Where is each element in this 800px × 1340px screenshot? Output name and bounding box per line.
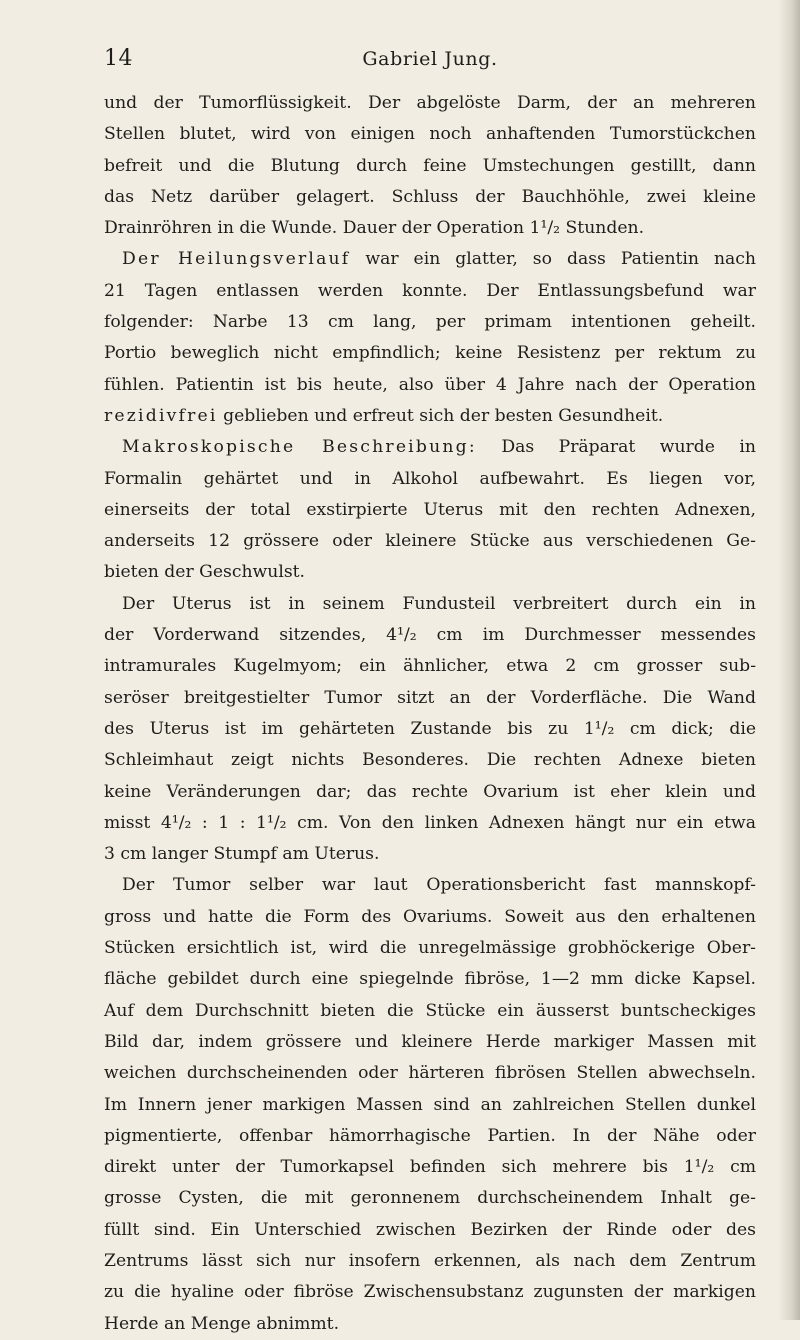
- spaced-emphasis: rezidivfrei: [104, 405, 218, 426]
- text-line: der Vorderwand sitzendes, 4¹/₂ cm im Durchmesser messendes: [104, 625, 756, 646]
- text-line: intramurales Kugelmyom; ein ähnlicher, etwa 2 cm grosser sub-: [104, 656, 756, 677]
- text-line: 21 Tagen entlassen werden konnte. Der Entlassungsbefund war: [104, 280, 756, 301]
- text-line: [104, 244, 756, 275]
- text-line: weichen durchscheinenden oder härteren fibrösen Stellen abwechseln.: [104, 1063, 756, 1084]
- page-edge-shadow: [778, 0, 800, 1320]
- text-line: bieten der Geschwulst.: [104, 562, 306, 583]
- text-line-rest: war ein glatter, so dass Patientin nach: [350, 249, 756, 270]
- text-line: das Netz darüber gelagert. Schluss der Bauchhöhle, zwei kleine: [104, 186, 756, 207]
- text-line: Drainröhren in die Wunde. Dauer der Operation 1¹/₂ Stunden.: [104, 218, 645, 239]
- text-line: keine Veränderungen dar; das rechte Ovarium ist eher klein und: [104, 781, 756, 802]
- text-line: Bild dar, indem grössere und kleinere Herde markiger Massen mit: [104, 1031, 756, 1052]
- text-line: anderseits 12 grössere oder kleinere Stücke aus verschiedenen Ge-: [104, 531, 756, 552]
- text-line: [104, 401, 756, 432]
- text-line: einerseits der total exstirpierte Uterus mit den rechten Adnexen,: [104, 499, 756, 520]
- text-line: Herde an Menge abnimmt.: [104, 1313, 340, 1334]
- spaced-emphasis: Makroskopische Beschreibung:: [122, 437, 477, 458]
- text-line: Schleimhaut zeigt nichts Besonderes. Die rechten Adnexe bieten: [104, 750, 756, 771]
- text-line: Auf dem Durchschnitt bieten die Stücke ein äusserst buntscheckiges: [104, 1000, 756, 1021]
- text-line: pigmentierte, offenbar hämorrhagische Partien. In der Nähe oder: [104, 1125, 756, 1146]
- page-header: [104, 46, 756, 80]
- text-line: füllt sind. Ein Unterschied zwischen Bezirken der Rinde oder des: [104, 1219, 756, 1240]
- text-line: des Uterus ist im gehärteten Zustande bis zu 1¹/₂ cm dick; die: [104, 718, 756, 739]
- text-line: Der Uterus ist in seinem Fundusteil verbreitert durch ein in: [122, 593, 756, 614]
- page-number: 14: [104, 46, 133, 71]
- text-line: Stücken ersichtlich ist, wird die unregelmässige grobhöckerige Ober-: [104, 938, 756, 959]
- text-line: Im Innern jener markigen Massen sind an zahlreichen Stellen dunkel: [104, 1094, 756, 1115]
- text-line: und der Tumorflüssigkeit. Der abgelöste Darm, der an mehreren: [104, 93, 756, 113]
- text-line-rest: geblieben und erfreut sich der besten Gesundheit.: [217, 405, 664, 426]
- text-line: Zentrums lässt sich nur insofern erkennen, als nach dem Zentrum: [104, 1250, 756, 1271]
- text-line: zu die hyaline oder fibröse Zwischensubstanz zugunsten der markigen: [104, 1282, 756, 1303]
- text-line: befreit und die Blutung durch feine Umstechungen gestillt, dann: [104, 155, 756, 176]
- text-line: grosse Cysten, die mit geronnenem durchscheinendem Inhalt ge-: [104, 1188, 756, 1209]
- text-line: [104, 432, 756, 463]
- body-text: [104, 88, 756, 1340]
- text-line: fläche gebildet durch eine spiegelnde fibröse, 1—2 mm dicke Kapsel.: [104, 969, 756, 990]
- text-line: folgender: Narbe 13 cm lang, per primam intentionen geheilt.: [104, 312, 756, 333]
- text-line: fühlen. Patientin ist bis heute, also über 4 Jahre nach der Operation: [104, 374, 756, 395]
- text-line: direkt unter der Tumorkapsel befinden sich mehrere bis 1¹/₂ cm: [104, 1157, 756, 1178]
- text-line: Portio beweglich nicht empfindlich; keine Resistenz per rektum zu: [104, 343, 756, 364]
- spaced-emphasis: Der Heilungsverlauf: [122, 249, 351, 270]
- running-head: Gabriel Jung.: [362, 48, 498, 70]
- text-line-rest: Das Präparat wurde in: [476, 437, 757, 458]
- text-line: 3 cm langer Stumpf am Uterus.: [104, 844, 380, 865]
- text-line: Formalin gehärtet und in Alkohol aufbewahrt. Es liegen vor,: [104, 468, 756, 489]
- text-line: misst 4¹/₂ : 1 : 1¹/₂ cm. Von den linken Adnexen hängt nur ein etwa: [104, 812, 756, 833]
- text-line: seröser breitgestielter Tumor sitzt an der Vorderfläche. Die Wand: [104, 687, 756, 708]
- text-line: Der Tumor selber war laut Operationsbericht fast mannskopf-: [122, 875, 756, 896]
- text-line: gross und hatte die Form des Ovariums. Soweit aus den erhaltenen: [104, 906, 756, 927]
- text-line: Stellen blutet, wird von einigen noch anhaftenden Tumorstückchen: [104, 124, 756, 145]
